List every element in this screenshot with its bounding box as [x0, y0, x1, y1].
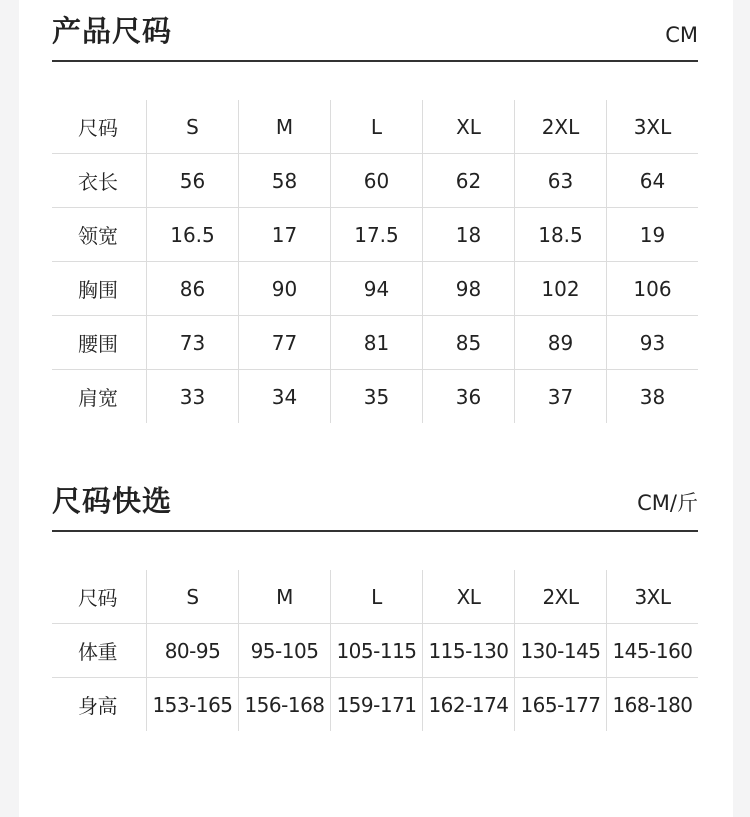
table-cell: 62	[422, 154, 514, 207]
table-header-row	[52, 100, 698, 154]
table-cell: XL	[422, 100, 514, 153]
table-row	[52, 316, 698, 370]
table-cell: 98	[422, 262, 514, 315]
table-cell: 102	[514, 262, 606, 315]
table-cell: 77	[238, 316, 330, 369]
table-row	[52, 624, 698, 678]
table-cell: 2XL	[514, 570, 606, 623]
table-cell: S	[146, 570, 238, 623]
table-cell: 33	[146, 370, 238, 423]
table-cell: 3XL	[606, 100, 698, 153]
row-label: 尺码	[78, 116, 118, 140]
table-row	[52, 370, 698, 423]
table-cell: 106	[606, 262, 698, 315]
table-cell: 18.5	[514, 208, 606, 261]
table-cell: 94	[330, 262, 422, 315]
table-cell: 35	[330, 370, 422, 423]
unit-label: CM	[665, 23, 698, 47]
table-cell: 17.5	[330, 208, 422, 261]
section-title: 尺码快选	[52, 484, 173, 518]
table-cell: 95-105	[238, 624, 330, 677]
table-cell: 17	[238, 208, 330, 261]
table-cell: 58	[238, 154, 330, 207]
table-row	[52, 678, 698, 731]
table-row	[52, 154, 698, 208]
table-cell: 105-115	[330, 624, 422, 677]
section-header	[52, 470, 698, 532]
size-chart-table	[52, 100, 698, 423]
table-cell: 2XL	[514, 100, 606, 153]
row-label: 尺码	[78, 586, 117, 610]
table-cell: 19	[606, 208, 698, 261]
quick-size-section	[52, 470, 698, 718]
table-row	[52, 208, 698, 262]
unit-label: CM/斤	[637, 491, 698, 515]
table-cell: 159-171	[330, 678, 422, 731]
table-cell: 81	[330, 316, 422, 369]
row-label: 衣长	[78, 170, 118, 194]
table-cell: 153-165	[146, 678, 238, 731]
table-cell: M	[238, 570, 330, 623]
table-cell: 89	[514, 316, 606, 369]
table-cell: 165-177	[514, 678, 606, 731]
table-cell: L	[330, 570, 422, 623]
quick-size-table	[52, 570, 698, 731]
table-cell: 115-130	[422, 624, 514, 677]
table-cell: 162-174	[422, 678, 514, 731]
row-label: 身高	[78, 694, 117, 718]
table-cell: 80-95	[146, 624, 238, 677]
table-cell: 85	[422, 316, 514, 369]
product-size-section	[52, 0, 698, 410]
table-cell: XL	[422, 570, 514, 623]
table-cell: 145-160	[606, 624, 698, 677]
table-cell: 38	[606, 370, 698, 423]
table-cell: 16.5	[146, 208, 238, 261]
table-cell: 18	[422, 208, 514, 261]
table-cell: 34	[238, 370, 330, 423]
table-cell: 156-168	[238, 678, 330, 731]
section-title: 产品尺码	[52, 14, 173, 48]
table-row	[52, 262, 698, 316]
row-label: 肩宽	[78, 386, 118, 410]
table-cell: 73	[146, 316, 238, 369]
table-cell: 86	[146, 262, 238, 315]
table-cell: S	[146, 100, 238, 153]
table-cell: 56	[146, 154, 238, 207]
table-cell: 130-145	[514, 624, 606, 677]
table-cell: 63	[514, 154, 606, 207]
table-cell: 36	[422, 370, 514, 423]
section-header	[52, 0, 698, 62]
table-cell: 37	[514, 370, 606, 423]
table-cell: 90	[238, 262, 330, 315]
table-header-row	[52, 570, 698, 624]
row-label: 体重	[78, 640, 117, 664]
table-cell: 93	[606, 316, 698, 369]
row-label: 领宽	[78, 224, 118, 248]
table-cell: 168-180	[606, 678, 698, 731]
table-cell: 64	[606, 154, 698, 207]
table-cell: L	[330, 100, 422, 153]
row-label: 胸围	[78, 278, 118, 302]
table-cell: 3XL	[606, 570, 698, 623]
row-label: 腰围	[78, 332, 118, 356]
table-cell: 60	[330, 154, 422, 207]
table-cell: M	[238, 100, 330, 153]
